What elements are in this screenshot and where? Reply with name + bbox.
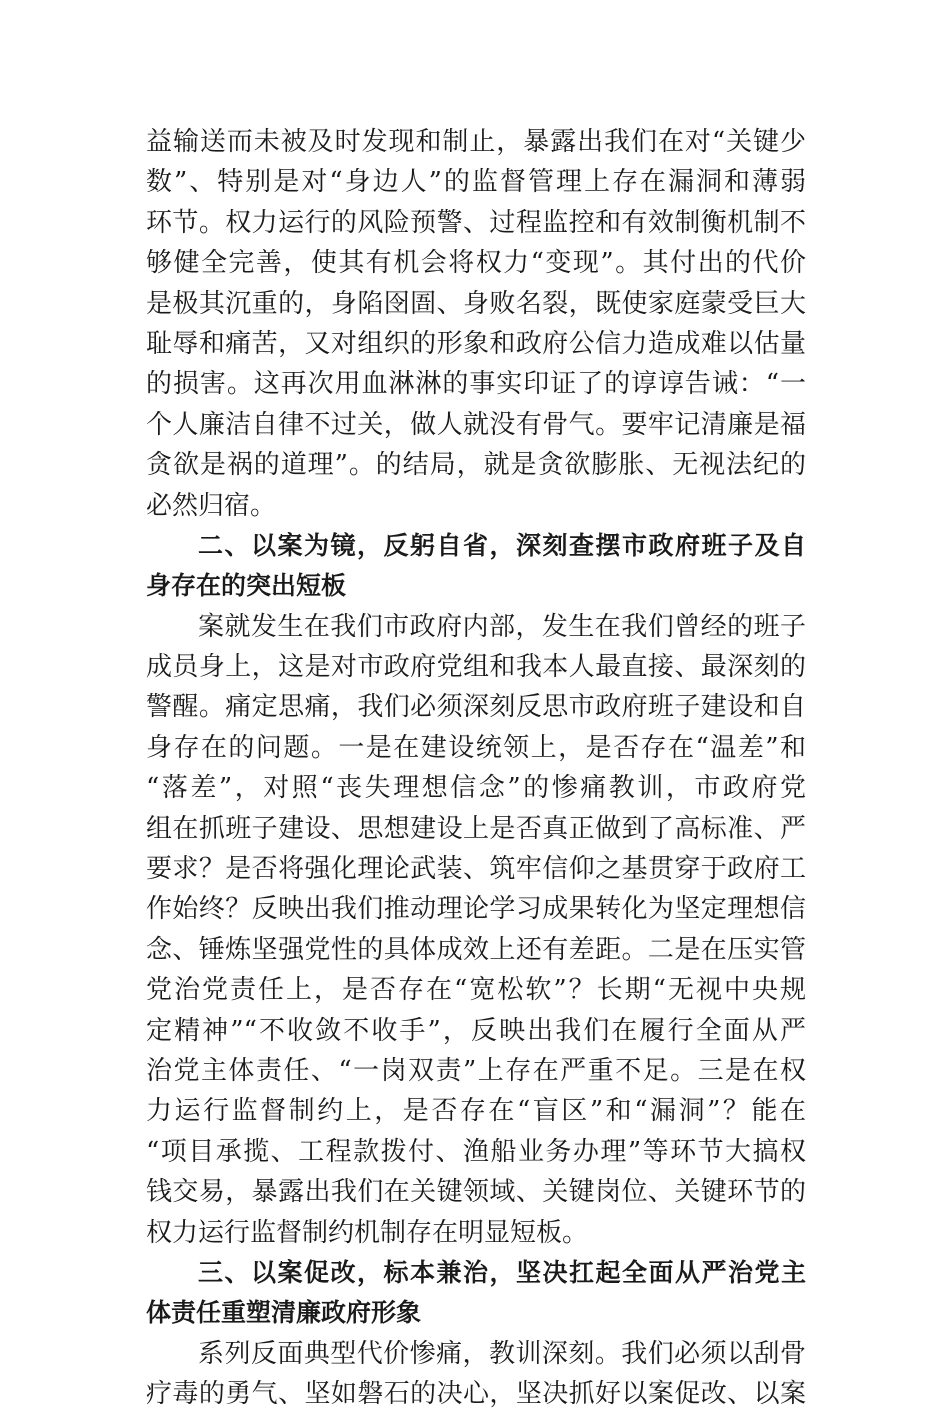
heading-line: 三、以案促改，标本兼治，坚决扛起全面从严治党主 <box>198 1257 806 1287</box>
section-heading-3 <box>146 1253 806 1334</box>
text-line: 权力运行监督制约机制存在明显短板。 <box>146 1217 589 1248</box>
text-line: 环节。权力运行的风险预警、过程监控和有效制衡机制不 <box>146 207 806 238</box>
heading-line: 体责任重塑清廉政府形象 <box>146 1298 422 1328</box>
text-line: 力运行监督制约上，是否存在“盲区”和“漏洞”？能在 <box>146 1096 806 1127</box>
text-line: 定精神”“不收敛不收手”，反映出我们在履行全面从严 <box>146 1015 806 1046</box>
text-line: 疗毒的勇气、坚如磐石的决心，坚决抓好以案促改、以案 <box>146 1379 806 1410</box>
text-line: 耻辱和痛苦，又对组织的形象和政府公信力造成难以估量 <box>146 328 806 359</box>
body-paragraph-1 <box>146 122 806 526</box>
heading-line: 二、以案为镜，反躬自省，深刻查摆市政府班子及自 <box>198 530 806 560</box>
body-paragraph-2 <box>146 607 806 1253</box>
text-line: 的损害。这再次用血淋淋的事实印证了的谆谆告诫：“一 <box>146 369 806 400</box>
text-line: 贪欲是祸的道理”。的结局，就是贪欲膨胀、无视法纪的 <box>146 450 806 481</box>
text-line: 党治党责任上，是否存在“宽松软”？长期“无视中央规 <box>146 975 806 1006</box>
text-line: 数”、特别是对“身边人”的监督管理上存在漏洞和薄弱 <box>146 167 806 198</box>
text-line: “项目承揽、工程款拨付、渔船业务办理”等环节大搞权 <box>146 1136 806 1167</box>
text-line: 组在抓班子建设、思想建设上是否真正做到了高标准、严 <box>146 813 806 844</box>
text-line: 够健全完善，使其有机会将权力“变现”。其付出的代价 <box>146 248 806 279</box>
heading-line: 身存在的突出短板 <box>146 571 347 601</box>
text-line: 系列反面典型代价惨痛，教训深刻。我们必须以刮骨 <box>198 1338 806 1369</box>
text-line: 警醒。痛定思痛，我们必须深刻反思市政府班子建设和自 <box>146 692 806 723</box>
text-line: 作始终？反映出我们推动理论学习成果转化为坚定理想信 <box>146 894 806 925</box>
text-line: “落差”，对照“丧失理想信念”的惨痛教训，市政府党 <box>146 773 806 804</box>
text-line: 治党主体责任、“一岗双责”上存在严重不足。三是在权 <box>146 1055 806 1086</box>
text-line: 案就发生在我们市政府内部，发生在我们曾经的班子 <box>198 611 806 642</box>
document-page <box>146 122 806 1415</box>
text-line: 念、锤炼坚强党性的具体成效上还有差距。二是在压实管 <box>146 934 806 965</box>
text-line: 要求？是否将强化理论武装、筑牢信仰之基贯穿于政府工 <box>146 854 806 885</box>
text-line: 身存在的问题。一是在建设统领上，是否存在“温差”和 <box>146 732 806 763</box>
text-line: 必然归宿。 <box>146 490 277 521</box>
text-line: 成员身上，这是对市政府党组和我本人最直接、最深刻的 <box>146 652 806 683</box>
section-heading-2 <box>146 526 806 607</box>
body-paragraph-3 <box>146 1334 806 1415</box>
text-line: 个人廉洁自律不过关，做人就没有骨气。要牢记清廉是福 <box>146 409 806 440</box>
text-line: 是极其沉重的，身陷囹圄、身败名裂，既使家庭蒙受巨大 <box>146 288 806 319</box>
text-line: 钱交易，暴露出我们在关键领域、关键岗位、关键环节的 <box>146 1177 806 1208</box>
text-line: 益输送而未被及时发现和制止，暴露出我们在对“关键少 <box>146 127 806 157</box>
